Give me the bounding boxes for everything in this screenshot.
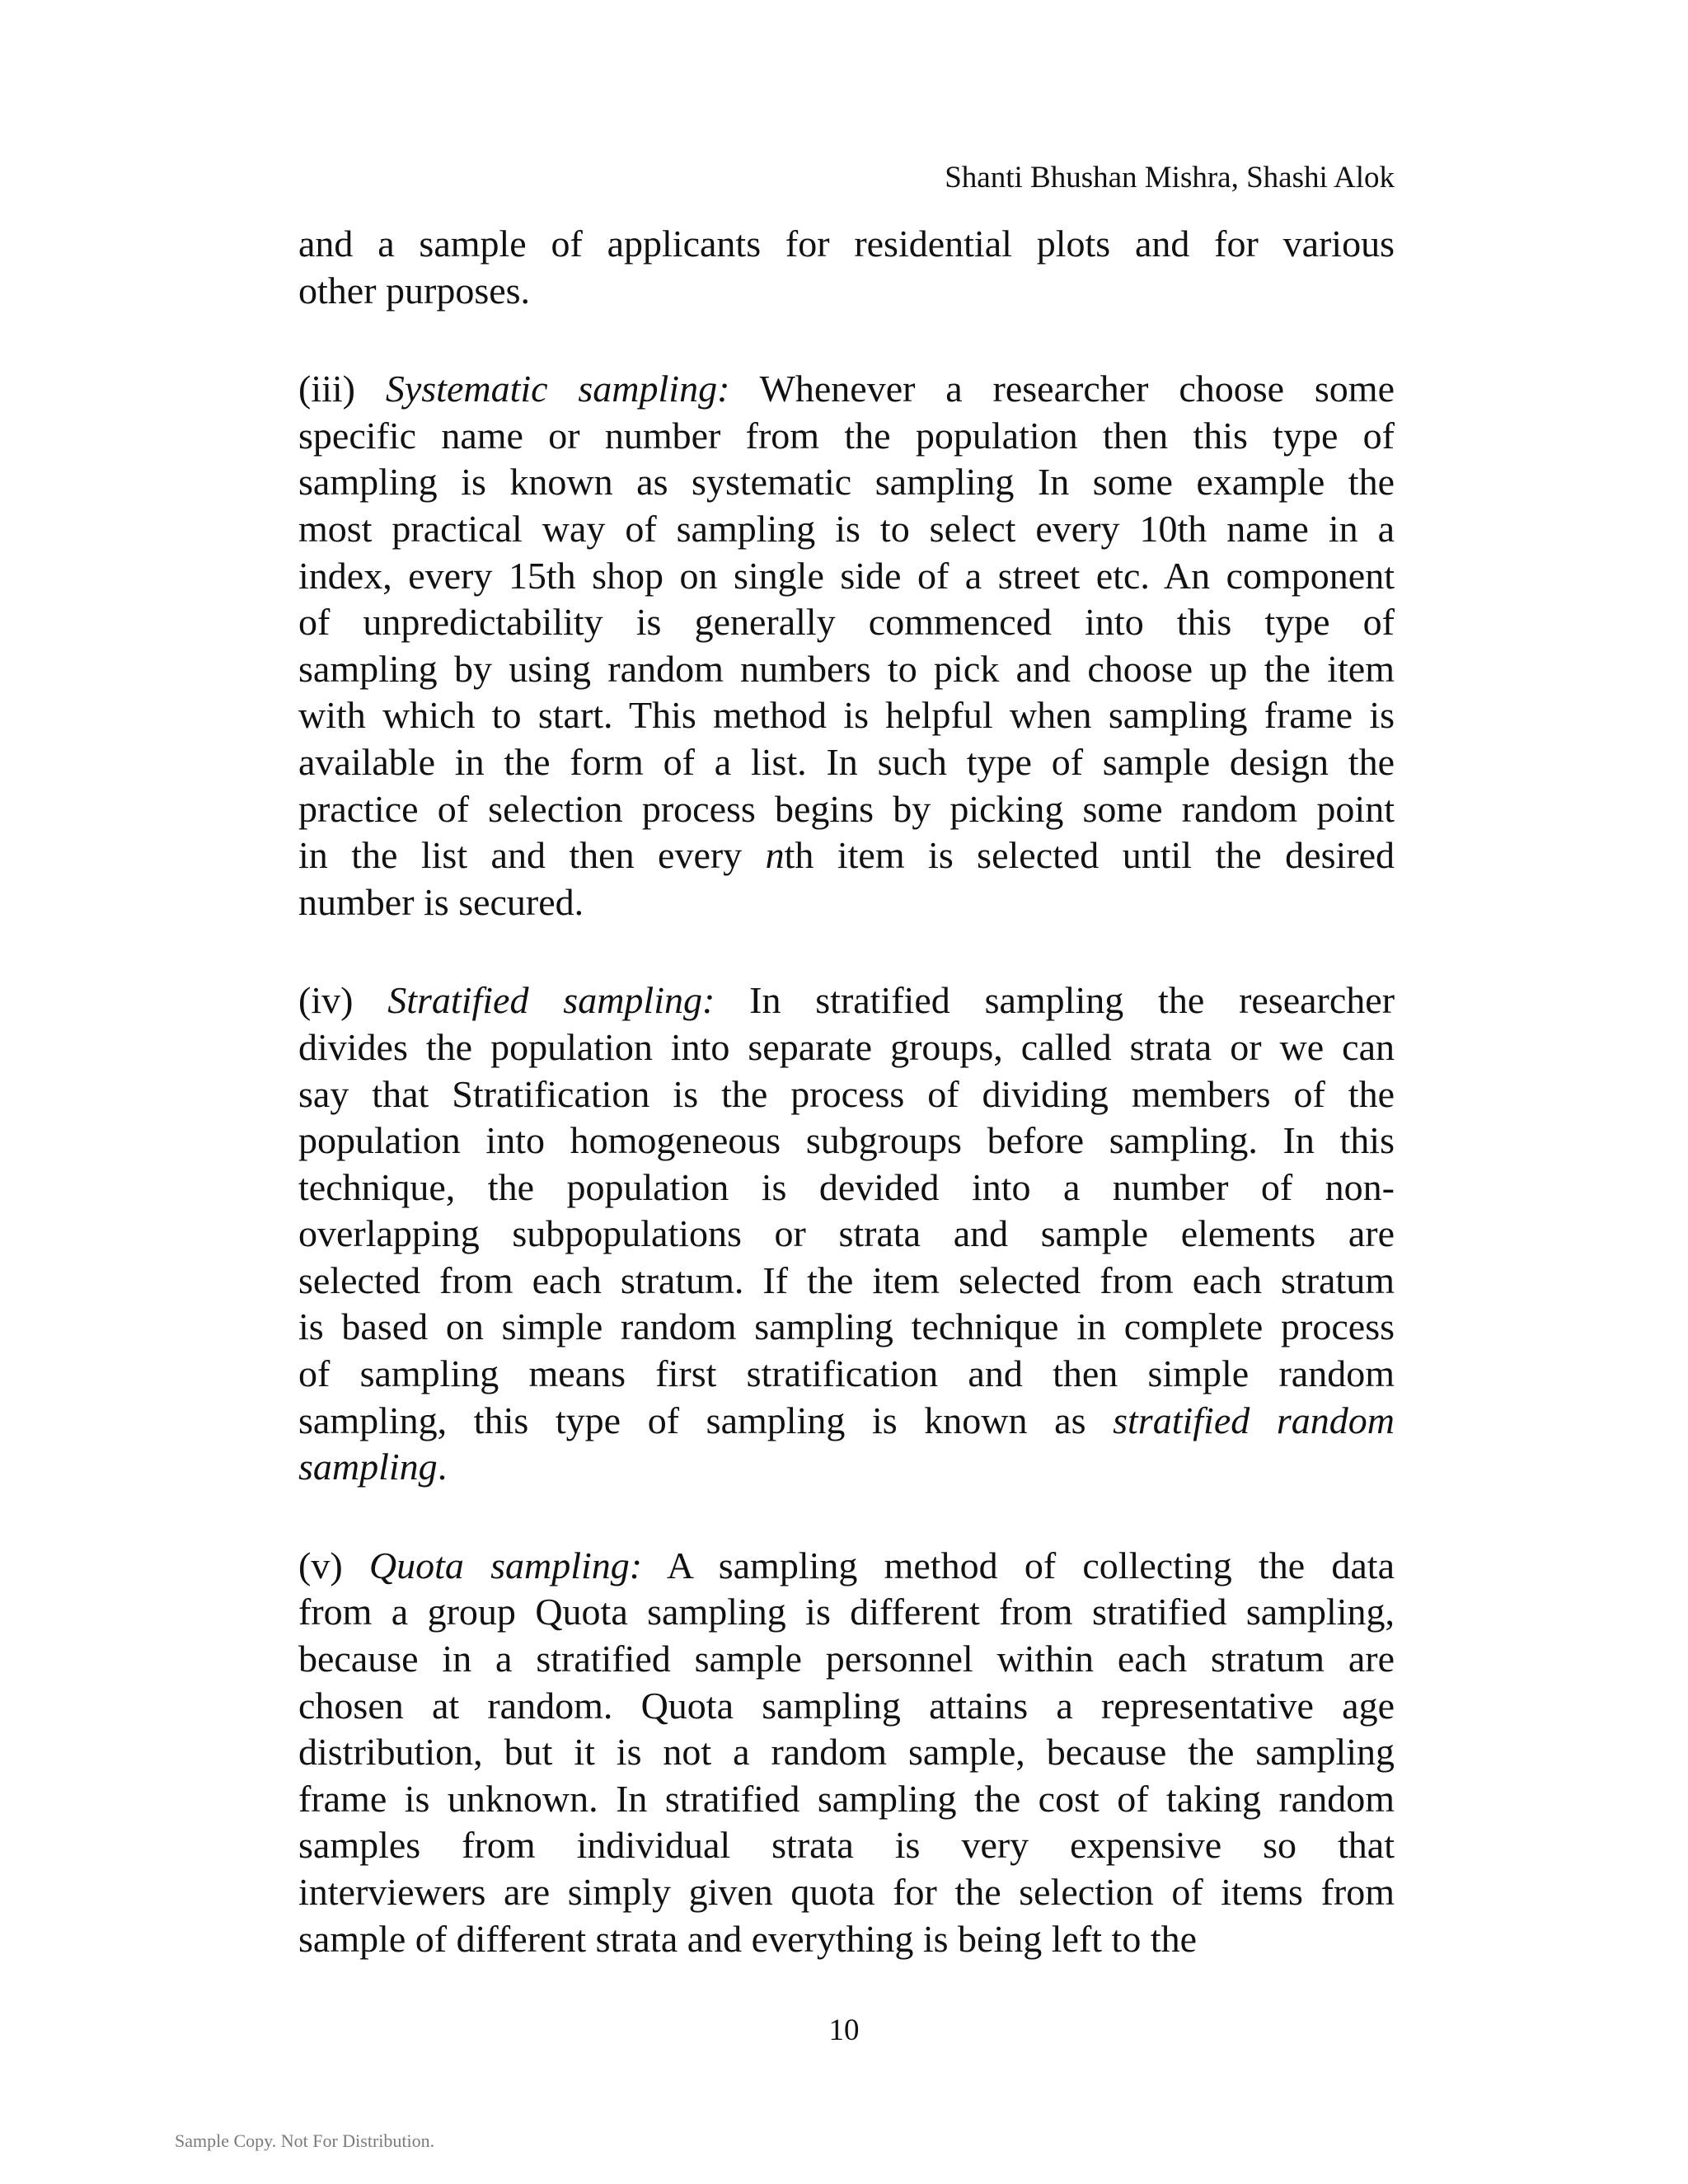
item-number: (iii) (298, 368, 355, 410)
text-line: most practical way of sampling is to select every 10th name in a (298, 507, 1395, 550)
page-number: 10 (828, 2013, 860, 2047)
text-line: selected from each stratum. If the item selected from each stratum (298, 1258, 1395, 1301)
text-line: specific name or number from the population then this type of (298, 414, 1395, 457)
text-line: and a sample of applicants for residential plots and for various (298, 223, 1395, 265)
text-fragment: A sampling method of collecting the data (666, 1544, 1395, 1586)
italic-variable: n (765, 834, 785, 877)
text-fragment: in the list and then every (298, 834, 743, 877)
text-line: chosen at random. Quota sampling attains a representative age (298, 1684, 1395, 1727)
text-line: with which to start. This method is helpful when sampling frame is (298, 694, 1395, 737)
item-number: (v) (298, 1544, 343, 1586)
text-line: of unpredictability is generally commenced into this type of (298, 601, 1395, 644)
paragraph-quota-sampling (298, 1543, 1395, 1962)
text-line: divides the population into separate groups, called strata or we can (298, 1025, 1395, 1068)
italic-term: stratified random (1113, 1399, 1395, 1441)
text-fragment: th item is selected until the desired (784, 834, 1395, 877)
paragraph-systematic-sampling (298, 366, 1395, 926)
body-text (298, 221, 1395, 1962)
italic-term: sampling (298, 1446, 438, 1488)
term-heading: Stratified sampling: (387, 979, 715, 1022)
running-head-authors: Shanti Bhushan Mishra, Shashi Alok (945, 161, 1395, 194)
text-line: interviewers are simply given quota for the selection of items from (298, 1871, 1395, 1913)
text-line (298, 1543, 1395, 1590)
text-line: overlapping subpopulations or strata and sample elements are (298, 1212, 1395, 1255)
item-number: (iv) (298, 979, 354, 1022)
paragraph-stratified-sampling (298, 977, 1395, 1491)
text-line: number is secured. (298, 880, 584, 923)
text-line: distribution, but it is not a random sample, because the sampling (298, 1731, 1395, 1774)
text-line: practice of selection process begins by picking some random point (298, 787, 1395, 830)
text-line (298, 1398, 1395, 1445)
text-line: sampling is known as systematic sampling In some example the (298, 461, 1395, 504)
watermark-notice: Sample Copy. Not For Distribution. (175, 2130, 435, 2151)
text-line: available in the form of a list. In such type of sample design the (298, 740, 1395, 783)
term-heading: Systematic sampling: (385, 368, 730, 410)
text-line (298, 366, 1395, 413)
text-fragment: . (437, 1446, 448, 1488)
text-line: sampling by using random numbers to pick and choose up the item (298, 647, 1395, 690)
text-line: technique, the population is devided into a number of non- (298, 1165, 1395, 1208)
text-fragment: Whenever a researcher choose some (759, 368, 1395, 410)
text-fragment: sampling, this type of sampling is known as (298, 1399, 1086, 1441)
text-fragment: In stratified sampling the researcher (749, 979, 1395, 1022)
text-line: of sampling means first stratification and then simple random (298, 1352, 1395, 1395)
text-line (298, 977, 1395, 1024)
text-line: from a group Quota sampling is different from stratified sampling, (298, 1591, 1395, 1633)
text-line (298, 1444, 1395, 1491)
text-line: sample of different strata and everything is being left to the (298, 1917, 1198, 1960)
text-line: frame is unknown. In stratified sampling the cost of taking random (298, 1777, 1395, 1820)
text-line: population into homogeneous subgroups before sampling. In this (298, 1119, 1395, 1162)
text-line: other purposes. (298, 269, 531, 312)
text-line: say that Stratification is the process of dividing members of the (298, 1072, 1395, 1115)
text-line: samples from individual strata is very expensive so that (298, 1824, 1395, 1867)
text-line: is based on simple random sampling technique in complete process (298, 1305, 1395, 1348)
paragraph-intro (298, 221, 1395, 314)
text-line (298, 832, 1395, 879)
term-heading: Quota sampling: (368, 1544, 643, 1586)
text-line: index, every 15th shop on single side of a street etc. An component (298, 554, 1395, 597)
text-line: because in a stratified sample personnel within each stratum are (298, 1638, 1395, 1680)
